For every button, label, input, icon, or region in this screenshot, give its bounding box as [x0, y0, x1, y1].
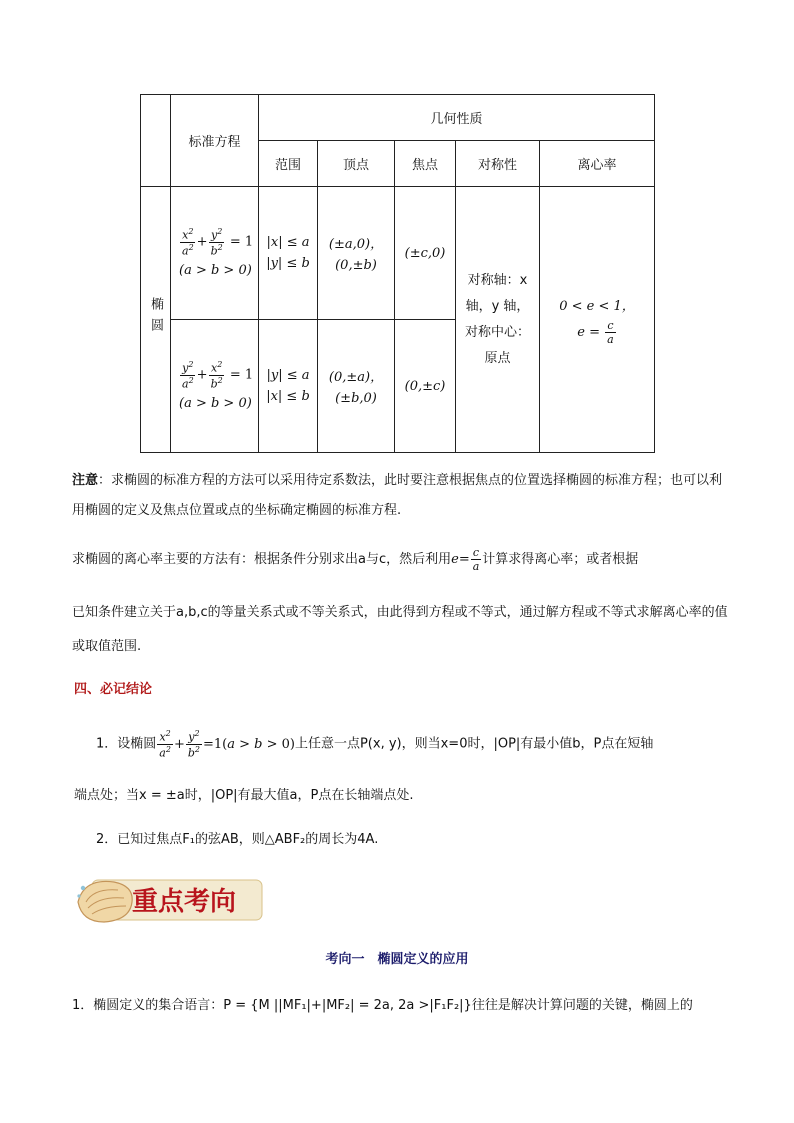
- equation-vertical-formula: $\frac{y^2}{a^2}$ + $\frac{x^2}{b^2}$ = 1: [182, 360, 254, 391]
- conclusion-item-1-line1: [96, 730, 736, 759]
- eccentricity-formula: e = $\frac{c}{a}$: [577, 318, 614, 346]
- ecc-method-formula: e= $\frac{c}{a}$: [451, 546, 480, 573]
- conclusion-item-2: 2．已知过焦点F₁的弦AB，则△ABF₂的周长为4A.: [96, 832, 379, 847]
- range-horizontal-x: |x| ≤ a: [266, 235, 310, 250]
- focus-horizontal: (±c,0): [395, 187, 456, 320]
- conclusion-1-text: 上任意一点P(x, y)，则当x=0时，|OP|有最小值b，P点在短轴: [294, 736, 654, 752]
- range-vertical-y: |y| ≤ a: [266, 368, 310, 383]
- note-paragraph: [72, 466, 732, 526]
- symmetry-cell: [456, 187, 540, 453]
- conclusion-1-prefix: 1．设椭圆: [96, 736, 157, 752]
- vertex-vertical: [318, 320, 395, 453]
- section-title-kaoxiang-1: 考向一 椭圆定义的应用: [325, 952, 469, 967]
- header-standard-equation: 标准方程: [171, 95, 259, 187]
- banner-graphic: [74, 872, 264, 928]
- equation-horizontal: [171, 187, 259, 320]
- subheader-symmetry: 对称性: [456, 141, 540, 187]
- row-label-ellipse: [141, 187, 171, 453]
- range-horizontal-y: |y| ≤ b: [266, 256, 310, 271]
- symmetry-line-2: 轴，y 轴，: [465, 298, 530, 314]
- kaoxiang-item-1: 1．椭圆定义的集合语言：P = {M ||MF₁|+|MF₂| = 2a, 2a >|F₁F₂|}往往是解决计算问题的关键，椭圆上的: [72, 998, 693, 1013]
- focus-vertical: (0,±c): [395, 320, 456, 453]
- conclusion-1-formula: $\frac{x^2}{a^2}$ + $\frac{y^2}{b^2}$ =1(a > b > 0): [159, 729, 295, 760]
- conclusion-item-1-line2: 端点处；当x = ±a时，|OP|有最大值a，P点在长轴端点处.: [74, 788, 414, 803]
- vertex-vertical-2: (±b,0): [335, 391, 377, 406]
- equation-horizontal-condition: (a > b > 0): [179, 262, 252, 278]
- vertex-vertical-1: (0,±a)，: [328, 370, 384, 385]
- vertex-horizontal-1: (±a,0)，: [328, 237, 384, 252]
- eccentricity-range: 0 < e < 1，: [559, 298, 635, 314]
- eccentricity-method-line: [72, 540, 732, 580]
- subheader-eccentricity: 离心率: [540, 141, 655, 187]
- symmetry-line-1: 对称轴：x: [467, 272, 528, 288]
- table-corner-cell: [141, 95, 171, 187]
- range-horizontal: [259, 187, 318, 320]
- shell-icon: [77, 881, 132, 922]
- ecc-method-text-b: 计算求得离心率；或者根据: [482, 552, 639, 567]
- header-geometric-properties: 几何性质: [259, 95, 655, 141]
- vertex-horizontal-2: (0,±b): [335, 258, 377, 273]
- row-label-text: 椭圆: [148, 296, 163, 339]
- key-points-banner: [74, 872, 264, 928]
- symmetry-line-4: 原点: [484, 350, 511, 366]
- eccentricity-cell: [540, 187, 655, 453]
- vertex-horizontal: [318, 187, 395, 320]
- banner-text: 重点考向: [132, 887, 237, 917]
- ellipse-properties-table: [140, 94, 655, 453]
- subheader-focus: 焦点: [395, 141, 456, 187]
- equation-horizontal-formula: $\frac{x^2}{a^2}$ + $\frac{y^2}{b^2}$ = 1: [182, 227, 254, 258]
- range-vertical-x: |x| ≤ b: [266, 389, 310, 404]
- equation-vertical: [171, 320, 259, 453]
- range-vertical: [259, 320, 318, 453]
- note-label: 注意: [72, 473, 99, 488]
- section-four-title: 四、必记结论: [74, 682, 153, 697]
- eccentricity-method-continued: 已知条件建立关于a,b,c的等量关系式或不等关系式，由此得到方程或不等式，通过解方程或不等式求解离心率的值或取值范围.: [72, 605, 728, 654]
- subheader-vertex: 顶点: [318, 141, 395, 187]
- symmetry-line-3: 对称中心：: [464, 324, 530, 340]
- subheader-range: 范围: [259, 141, 318, 187]
- equation-vertical-condition: (a > b > 0): [179, 395, 252, 411]
- ecc-method-text-a: 求椭圆的离心率主要的方法有：根据条件分别求出a与c，然后利用: [72, 552, 452, 567]
- note-text: ：求椭圆的标准方程的方法可以采用待定系数法，此时要注意根据焦点的位置选择椭圆的标准方程；也可以利用椭圆的定义及焦点位置或点的坐标确定椭圆的标准方程.: [72, 473, 723, 518]
